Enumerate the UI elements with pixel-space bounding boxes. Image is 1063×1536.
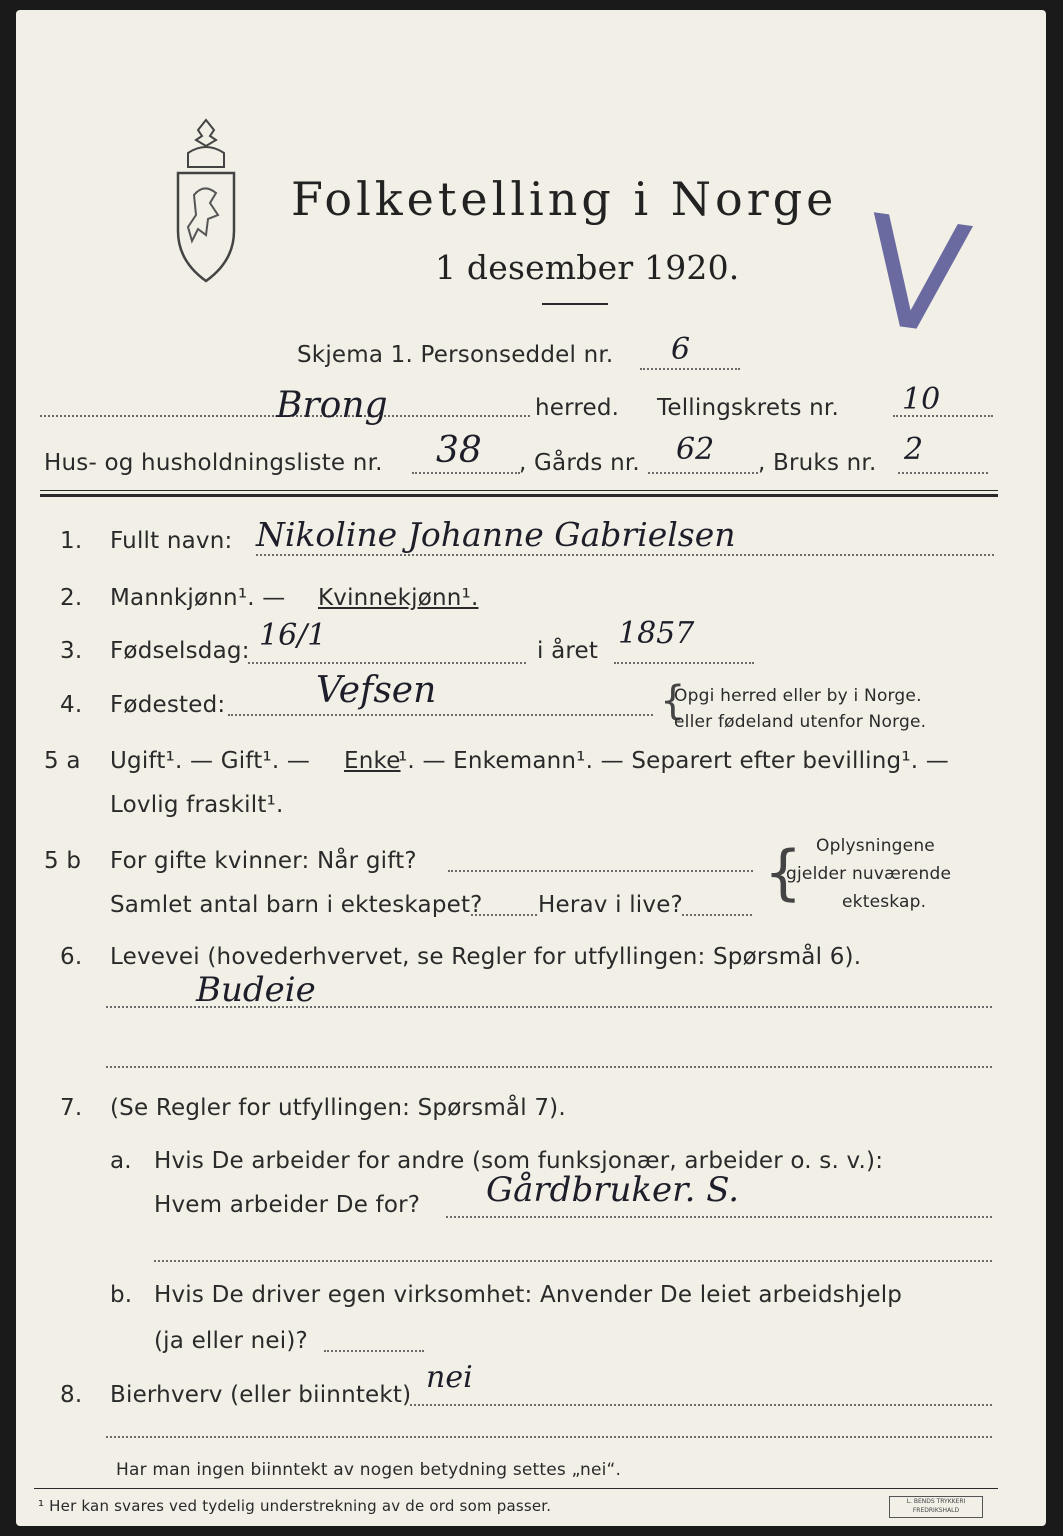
q7b-line2: (ja eller nei)? (154, 1328, 308, 1354)
q4-note-line1: Opgi herred eller by i Norge. (674, 686, 922, 706)
employer-field-line2[interactable] (154, 1260, 992, 1262)
q2-number: 2. (60, 585, 83, 611)
tellingskrets-value: 10 (902, 382, 941, 417)
q5b-children-label: Samlet antal barn i ekteskapet? (110, 892, 483, 918)
children-alive-field[interactable] (682, 914, 752, 916)
birthday-value: 16/1 (259, 618, 327, 653)
employer-value: Gårdbruker. S. (486, 1170, 740, 1210)
footer-note: Har man ingen biinntekt av nogen betydning settes „nei“. (116, 1460, 622, 1480)
q3-label: Fødselsdag: (110, 638, 250, 664)
q7-label: (Se Regler for utfyllingen: Spørsmål 7). (110, 1095, 566, 1121)
census-date: 1 desember 1920. (435, 248, 740, 287)
birth-year-value: 1857 (618, 616, 695, 651)
form-title: Folketelling i Norge (291, 172, 838, 226)
q7a-line2: Hvem arbeider De for? (154, 1192, 421, 1218)
herred-value: Brong (276, 385, 388, 426)
birthplace-value: Vefsen (316, 670, 437, 711)
bruks-value: 2 (904, 432, 924, 467)
q8-label: Bierhverv (eller biinntekt) (110, 1382, 412, 1408)
hus-field[interactable] (412, 472, 520, 474)
q7a-line1: Hvis De arbeider for andre (som funksjonær, arbeider o. s. v.): (154, 1148, 884, 1174)
gards-label: , Gårds nr. (519, 450, 640, 476)
hus-label: Hus- og husholdningsliste nr. (44, 450, 383, 476)
occupation-value: Budeie (196, 970, 316, 1010)
full-name-value: Nikoline Johanne Gabrielsen (256, 515, 736, 554)
tellingskrets-label: Tellingskrets nr. (657, 395, 839, 421)
q4-brace: { (660, 678, 686, 724)
q6-label: Levevei (hovederhvervet, se Regler for utfyllingen: Spørsmål 6). (110, 944, 862, 970)
gards-field[interactable] (648, 472, 758, 474)
q5b-brace: { (764, 838, 803, 908)
header-rule-thin (40, 490, 998, 491)
birth-year-field[interactable] (614, 662, 754, 664)
q5b-note-line3: ekteskap. (842, 892, 927, 912)
q4-number: 4. (60, 692, 83, 718)
q4-note-line2: eller fødeland utenfor Norge. (674, 712, 927, 732)
q5a-options-line2[interactable]: Lovlig fraskilt¹. (110, 792, 284, 818)
birthday-field[interactable] (248, 662, 526, 664)
herred-label: herred. (535, 395, 620, 421)
q5b-note-line2: gjelder nuværende (786, 864, 952, 884)
personseddel-field[interactable] (640, 368, 740, 370)
q3-number: 3. (60, 638, 83, 664)
q7b-letter: b. (110, 1282, 133, 1308)
q7b-line1: Hvis De driver egen virksomhet: Anvender De leiet arbeidshjelp (154, 1282, 903, 1308)
side-income-field-line2[interactable] (106, 1436, 992, 1438)
q6-number: 6. (60, 944, 83, 970)
q5b-note-line1: Oplysningene (816, 836, 935, 856)
census-form-sheet (16, 10, 1046, 1526)
coat-of-arms-icon (166, 115, 246, 290)
birthplace-field[interactable] (228, 714, 653, 716)
q5a-widow-option[interactable]: Enke (344, 748, 401, 774)
children-count-field[interactable] (471, 914, 537, 916)
q5a-options-c[interactable]: ¹. — Enkemann¹. — Separert efter bevilling¹. — (398, 748, 949, 774)
q2-male-option[interactable]: Mannkjønn¹. — (110, 585, 286, 611)
q5b-alive-label: Herav i live? (538, 892, 683, 918)
q7-number: 7. (60, 1095, 83, 1121)
margin-check-mark: V (852, 183, 979, 371)
q5b-number: 5 b (44, 848, 82, 874)
hus-value: 38 (436, 430, 482, 471)
q2-female-option[interactable]: Kvinnekjønn¹. (318, 585, 479, 611)
header-rule-thick (40, 494, 998, 497)
footnote: ¹ Her kan svares ved tydelig understrekning av de ord som passer. (38, 1497, 552, 1515)
full-name-field[interactable] (256, 554, 994, 556)
q1-label: Fullt navn: (110, 528, 233, 554)
footer-rule (34, 1488, 998, 1489)
when-married-field[interactable] (448, 870, 753, 872)
printer-stamp (889, 1496, 983, 1518)
bruks-label: , Bruks nr. (758, 450, 877, 476)
skjema-label: Skjema 1. Personseddel nr. (297, 342, 614, 368)
gards-value: 62 (676, 432, 715, 467)
q5b-when-married-label: For gifte kvinner: Når gift? (110, 848, 417, 874)
q4-label: Fødested: (110, 692, 226, 718)
printer-stamp-text: L. BENDS TRYKKERI FREDRIKSHALD (906, 1498, 966, 1514)
bruks-field[interactable] (898, 472, 988, 474)
title-divider (542, 303, 608, 305)
personseddel-value: 6 (671, 332, 691, 367)
occupation-field-line2[interactable] (106, 1066, 992, 1068)
q1-number: 1. (60, 528, 83, 554)
q5a-number: 5 a (44, 748, 81, 774)
q7a-letter: a. (110, 1148, 132, 1174)
side-income-field[interactable] (410, 1404, 992, 1406)
q8-number: 8. (60, 1382, 83, 1408)
side-income-value: nei (426, 1360, 473, 1395)
q3-year-label: i året (537, 638, 599, 664)
q5a-options-a[interactable]: Ugift¹. — Gift¹. — (110, 748, 311, 774)
employer-field[interactable] (446, 1216, 992, 1218)
hired-help-field[interactable] (324, 1350, 424, 1352)
